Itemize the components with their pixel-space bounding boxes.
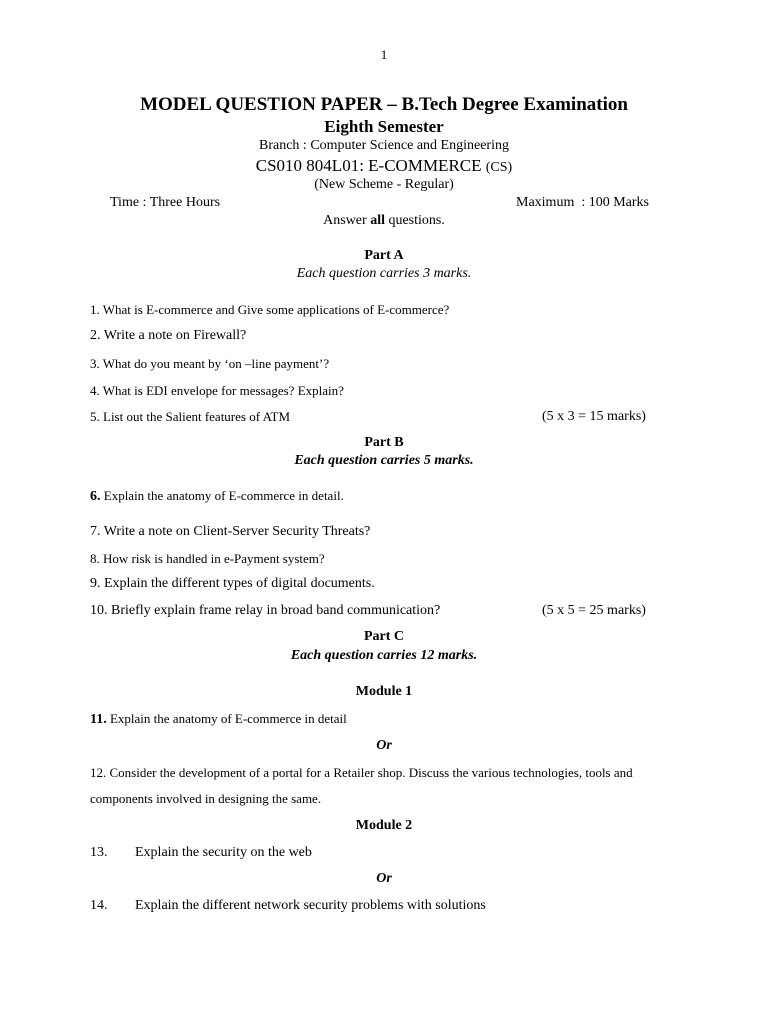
paper-title: MODEL QUESTION PAPER – B.Tech Degree Examination: [140, 94, 628, 115]
part-c-note: Each question carries 12 marks.: [290, 648, 478, 663]
question-12-line-1: 12. Consider the development of a portal for a Retailer shop. Discuss the various technologies, tools and: [90, 765, 633, 780]
answer-emphasis: all: [370, 213, 385, 228]
question-11-text: Explain the anatomy of E-commerce in detail: [106, 711, 347, 726]
maximum-marks: Maximum : 100 Marks: [516, 195, 649, 210]
page-number: 1: [380, 47, 388, 62]
module-2-heading: Module 2: [355, 818, 413, 833]
question-6: [90, 488, 344, 505]
question-12-line-2: components involved in designing the same.: [90, 791, 322, 806]
question-3: 3. What do you meant by ‘on –line payment’?: [90, 356, 330, 371]
question-6-number: 6.: [90, 489, 101, 504]
part-a-heading: Part A: [364, 248, 404, 263]
question-7: 7. Write a note on Client-Server Security Threats?: [90, 524, 371, 539]
question-13-number: 13.: [90, 845, 108, 860]
question-4: 4. What is EDI envelope for messages? Explain?: [90, 383, 344, 398]
part-b-heading: Part B: [364, 435, 404, 450]
part-b-marks: (5 x 5 = 25 marks): [542, 603, 646, 618]
answer-prefix: Answer: [323, 213, 371, 228]
part-b-note: Each question carries 5 marks.: [294, 453, 474, 468]
question-8: 8. How risk is handled in e-Payment system?: [90, 551, 325, 566]
or-separator-2: Or: [376, 871, 392, 886]
question-14-number: 14.: [90, 898, 108, 913]
question-14-text: Explain the different network security problems with solutions: [135, 898, 486, 913]
answer-instruction: [0, 213, 768, 229]
part-a-note: Each question carries 3 marks.: [296, 266, 472, 281]
question-11: [90, 711, 347, 728]
question-11-number: 11.: [90, 712, 107, 727]
semester-heading: Eighth Semester: [324, 117, 444, 136]
scheme-line: (New Scheme - Regular): [314, 177, 454, 192]
question-13-text: Explain the security on the web: [135, 845, 312, 860]
question-5: 5. List out the Salient features of ATM: [90, 409, 291, 424]
question-2: 2. Write a note on Firewall?: [90, 328, 247, 343]
or-separator-1: Or: [376, 738, 392, 753]
course-line: [0, 156, 768, 176]
part-a-marks: (5 x 3 = 15 marks): [542, 409, 646, 424]
part-c-heading: Part C: [363, 629, 405, 644]
course-code: CS010 804L01: E-COMMERCE: [255, 156, 482, 175]
question-9: 9. Explain the different types of digital documents.: [90, 576, 375, 591]
question-10: 10. Briefly explain frame relay in broad band communication?: [90, 603, 441, 618]
question-1: 1. What is E-commerce and Give some applications of E-commerce?: [90, 302, 450, 317]
answer-suffix: questions.: [384, 213, 445, 228]
question-6-text: Explain the anatomy of E-commerce in detail.: [100, 488, 344, 503]
course-tag: (CS): [485, 160, 513, 175]
branch-line: Branch : Computer Science and Engineering: [259, 138, 509, 153]
module-1-heading: Module 1: [355, 684, 413, 699]
exam-duration: Time : Three Hours: [110, 195, 221, 210]
